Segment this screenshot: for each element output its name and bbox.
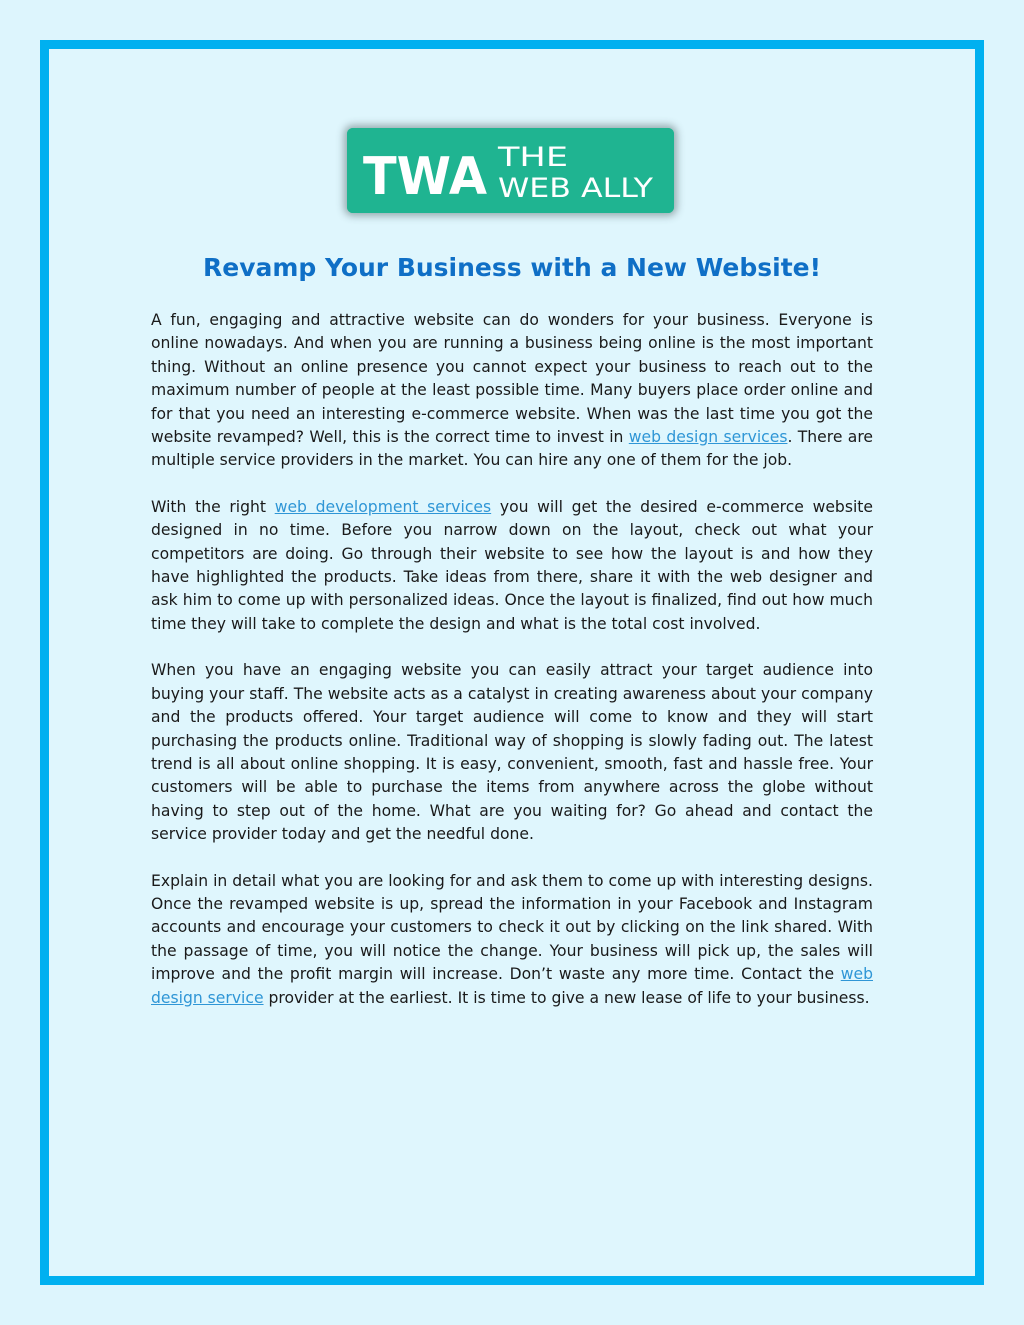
web-design-services-link[interactable]: web design services — [628, 428, 788, 447]
article-body — [151, 309, 873, 1033]
paragraph-4-text-start: Explain in detail what you are looking for and ask them to come up with interesting designs. Once the revamped website is up, spread the information in your Facebook and Instagram accounts and encourage your customers to check it out by clicking on the link shared. With the passage of time, you will notice the change. Your business will pick up, the sales will improve and the profit margin will increase. Don’t waste any more time. Contact the — [151, 871, 873, 984]
logo — [347, 128, 674, 213]
logo-line-2: WEB ALLY — [498, 173, 654, 204]
web-development-services-link[interactable]: web development services — [274, 497, 492, 516]
paragraph-4 — [151, 870, 873, 1010]
paragraph-1-text-end: . There are multiple service providers in the market. You can hire any one of them for the job. — [151, 428, 873, 470]
logo-mark: TWA — [363, 147, 487, 207]
paragraph-1-text-start: A fun, engaging and attractive website can do wonders for your business. Everyone is online nowadays. And when you are running a business being online is the most important thing. Without an online presence you cannot expect your business to reach out to the maximum number of people at the least possible time. Many buyers place order online and for that you need an interesting e-commerce website. When was the last time you got the website revamped? Well, this is the correct time to invest in — [151, 311, 873, 447]
paragraph-2-text-start: With the right — [151, 497, 275, 516]
paragraph-4-text-end: provider at the earliest. It is time to give a new lease of life to your business. — [263, 988, 870, 1007]
logo-graphic — [347, 128, 674, 213]
paragraph-1 — [151, 309, 873, 473]
logo-line-1: THE — [496, 142, 568, 173]
page-title: Revamp Your Business with a New Website! — [202, 253, 822, 282]
paragraph-2 — [151, 496, 873, 636]
web-design-service-link[interactable]: web design service — [151, 965, 873, 1007]
paragraph-2-text-end: you will get the desired e-commerce website designed in no time. Before you narrow down on the layout, check out what your competitors are doing. Go through their website to see how the layout is and how they have highlighted the products. Take ideas from there, share it with the web designer and ask him to come up with personalized ideas. Once the layout is finalized, find out how much time they will take to complete the design and what is the total cost involved. — [151, 497, 873, 633]
paragraph-3: When you have an engaging website you can easily attract your target audience into buying your staff. The website acts as a catalyst in creating awareness about your company and the products offered. Your target audience will come to know and they will start purchasing the products online. Traditional way of shopping is slowly fading out. The latest trend is all about online shopping. It is easy, convenient, smooth, fast and hassle free. Your customers will be able to purchase the items from anywhere across the globe without having to step out of the home. What are you waiting for? Go ahead and contact the service provider today and get the needful done. — [151, 661, 873, 844]
